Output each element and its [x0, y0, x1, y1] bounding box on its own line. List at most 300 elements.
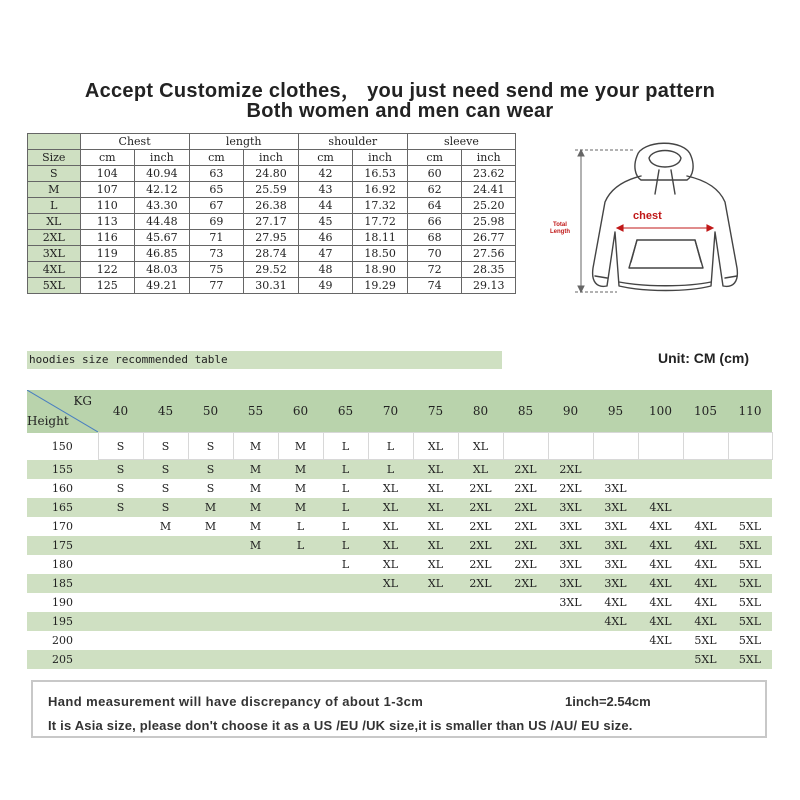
measurement-corner [28, 134, 81, 150]
size-cell: 2XL [503, 460, 548, 480]
weight-header: 60 [278, 390, 323, 433]
size-cell: 4XL [638, 517, 683, 536]
size-cell [728, 498, 772, 517]
weight-header: 70 [368, 390, 413, 433]
size-cell [98, 536, 143, 555]
size-cell [98, 593, 143, 612]
size-cell [323, 631, 368, 650]
height-label-cell: 160 [27, 479, 98, 498]
size-cell [548, 650, 593, 669]
weight-header: 75 [413, 390, 458, 433]
height-label-cell: 175 [27, 536, 98, 555]
size-cell: 2XL [548, 479, 593, 498]
size-cell [188, 612, 233, 631]
size-cell: XL [413, 460, 458, 480]
size-cell [458, 612, 503, 631]
measurement-cell: 43.30 [135, 198, 190, 214]
size-cell: S [98, 433, 143, 460]
measurement-cell: 26.38 [244, 198, 299, 214]
unit-label: Unit: CM (cm) [658, 350, 749, 366]
size-cell: M [233, 479, 278, 498]
size-cell: L [323, 433, 368, 460]
size-cell: 4XL [593, 612, 638, 631]
size-cell [548, 612, 593, 631]
size-cell: 3XL [593, 498, 638, 517]
size-cell: S [143, 479, 188, 498]
size-cell [278, 593, 323, 612]
size-cell: 2XL [458, 574, 503, 593]
size-cell: 2XL [458, 536, 503, 555]
notes-box [31, 680, 767, 738]
total-length-label: Total Length [550, 222, 570, 235]
height-row [27, 555, 772, 574]
size-cell: 4XL [683, 574, 728, 593]
size-cell: 4XL [683, 593, 728, 612]
size-cell: 2XL [503, 517, 548, 536]
unit-header: inch [462, 150, 516, 166]
height-row [27, 593, 772, 612]
size-cell [638, 460, 683, 480]
measurement-cell: 49 [298, 278, 353, 294]
size-cell: 3XL [593, 517, 638, 536]
weight-header: 50 [188, 390, 233, 433]
size-cell [143, 536, 188, 555]
size-cell: M [233, 460, 278, 480]
size-cell: 5XL [728, 650, 772, 669]
size-cell: S [188, 460, 233, 480]
measurement-cell: 45.67 [135, 230, 190, 246]
height-weight-corner [27, 390, 98, 433]
size-cell: 4XL [683, 517, 728, 536]
recommended-table-title: hoodies size recommended table [27, 351, 502, 369]
height-row [27, 612, 772, 631]
measurement-cell: 42 [298, 166, 353, 182]
measurement-unit-row [28, 150, 516, 166]
size-cell [98, 612, 143, 631]
size-cell: S [188, 479, 233, 498]
measurement-cell: 16.92 [353, 182, 408, 198]
size-cell [728, 479, 772, 498]
measurement-cell: 27.17 [244, 214, 299, 230]
size-cell [278, 555, 323, 574]
size-cell: XL [413, 555, 458, 574]
size-cell: XL [413, 498, 458, 517]
weight-header: 65 [323, 390, 368, 433]
size-cell [143, 650, 188, 669]
weight-header: 90 [548, 390, 593, 433]
size-cell [143, 612, 188, 631]
size-cell [278, 650, 323, 669]
size-cell: 2XL [503, 574, 548, 593]
measurement-cell: 19.29 [353, 278, 408, 294]
weight-header: 85 [503, 390, 548, 433]
measurement-cell: 77 [189, 278, 244, 294]
size-cell [233, 612, 278, 631]
size-cell: 3XL [548, 593, 593, 612]
group-header: shoulder [298, 134, 407, 150]
measurement-cell: 18.90 [353, 262, 408, 278]
weight-header: 105 [683, 390, 728, 433]
weight-header: 80 [458, 390, 503, 433]
size-cell [98, 574, 143, 593]
size-cell [683, 479, 728, 498]
measurement-cell: 69 [189, 214, 244, 230]
measurement-cell: 24.80 [244, 166, 299, 182]
height-row [27, 460, 772, 480]
size-cell: 4XL [593, 593, 638, 612]
size-cell: S [98, 479, 143, 498]
group-header: Chest [80, 134, 189, 150]
size-cell [368, 593, 413, 612]
size-cell [98, 555, 143, 574]
size-cell: 4XL [638, 612, 683, 631]
hoodie-diagram [545, 136, 775, 306]
size-cell: M [278, 498, 323, 517]
height-label-cell: 180 [27, 555, 98, 574]
size-cell [233, 593, 278, 612]
size-cell [188, 555, 233, 574]
size-cell: 5XL [728, 536, 772, 555]
unit-header: cm [189, 150, 244, 166]
size-row [28, 246, 516, 262]
weight-header: 110 [728, 390, 772, 433]
size-cell [98, 631, 143, 650]
size-cell [323, 574, 368, 593]
inch-conversion: 1inch=2.54cm [565, 694, 651, 709]
measurement-cell: 27.95 [244, 230, 299, 246]
size-cell [593, 460, 638, 480]
size-row [28, 230, 516, 246]
size-cell: 3XL [548, 536, 593, 555]
size-cell [368, 631, 413, 650]
size-cell [98, 650, 143, 669]
chest-label: chest [633, 210, 662, 222]
measurement-cell: 71 [189, 230, 244, 246]
size-cell: 3XL [593, 555, 638, 574]
size-cell [503, 593, 548, 612]
size-cell: M [233, 517, 278, 536]
measurement-cell: 104 [80, 166, 135, 182]
unit-header: cm [80, 150, 135, 166]
size-cell [728, 433, 772, 460]
measurement-cell: 25.20 [462, 198, 516, 214]
size-cell [683, 460, 728, 480]
size-cell: 4XL [638, 574, 683, 593]
measurement-cell: 48.03 [135, 262, 190, 278]
size-cell [593, 631, 638, 650]
height-row [27, 574, 772, 593]
headline-customize: Accept Customize clothes， you just need send me your pattern [84, 80, 716, 102]
size-cell: L [323, 555, 368, 574]
height-row [27, 498, 772, 517]
size-cell [143, 555, 188, 574]
size-cell [188, 593, 233, 612]
measurement-cell: 44.48 [135, 214, 190, 230]
size-cell: XL [368, 498, 413, 517]
height-label-cell: 150 [27, 433, 98, 460]
measurement-cell: 122 [80, 262, 135, 278]
measurement-cell: 113 [80, 214, 135, 230]
size-cell: M [188, 498, 233, 517]
unit-header: inch [135, 150, 190, 166]
size-row [28, 198, 516, 214]
size-cell: 2XL [458, 517, 503, 536]
kg-label: KG [73, 394, 92, 409]
weight-header-row [27, 390, 772, 433]
measurement-cell: 75 [189, 262, 244, 278]
size-cell: 2XL [503, 479, 548, 498]
size-cell: 4XL [638, 536, 683, 555]
size-cell: 4XL [683, 536, 728, 555]
asia-size-note: It is Asia size, please don't choose it as a US /EU /UK size,it is smaller than US /AU/ EU size. [48, 718, 633, 733]
size-cell [323, 612, 368, 631]
size-cell: 4XL [638, 593, 683, 612]
size-cell: 5XL [728, 555, 772, 574]
size-cell: S [188, 433, 233, 460]
size-cell: L [323, 498, 368, 517]
weight-header: 100 [638, 390, 683, 433]
size-cell [188, 650, 233, 669]
size-cell: 3XL [593, 479, 638, 498]
size-cell [98, 517, 143, 536]
height-label-cell: 200 [27, 631, 98, 650]
measurement-cell: 46.85 [135, 246, 190, 262]
size-cell: 4XL [638, 498, 683, 517]
size-cell [278, 574, 323, 593]
measurement-cell: 47 [298, 246, 353, 262]
size-cell [503, 612, 548, 631]
recommendation-table [27, 390, 773, 669]
size-cell: S [98, 460, 143, 480]
size-cell: 3XL [593, 536, 638, 555]
size-cell [638, 433, 683, 460]
size-cell: M [278, 460, 323, 480]
size-cell: 2XL [458, 555, 503, 574]
size-cell: 5XL [728, 631, 772, 650]
size-cell: 2XL [503, 498, 548, 517]
size-row [28, 262, 516, 278]
measurement-cell: 73 [189, 246, 244, 262]
height-label: Height [27, 414, 69, 429]
size-cell: M [143, 517, 188, 536]
height-label-cell: 190 [27, 593, 98, 612]
size-cell: M [278, 479, 323, 498]
measurement-cell: 27.56 [462, 246, 516, 262]
weight-header: 40 [98, 390, 143, 433]
measurement-group-row [28, 134, 516, 150]
height-label-cell: 185 [27, 574, 98, 593]
group-header: length [189, 134, 298, 150]
size-cell: 2XL [503, 536, 548, 555]
size-label: S [28, 166, 81, 182]
size-cell: S [143, 498, 188, 517]
size-cell [143, 574, 188, 593]
size-cell [683, 498, 728, 517]
size-cell [593, 650, 638, 669]
size-cell: XL [413, 433, 458, 460]
size-cell [593, 433, 638, 460]
unit-header: inch [244, 150, 299, 166]
size-cell: 5XL [683, 650, 728, 669]
size-cell: 5XL [728, 574, 772, 593]
size-cell: 4XL [638, 631, 683, 650]
size-row [28, 166, 516, 182]
measurement-cell: 48 [298, 262, 353, 278]
measurement-cell: 44 [298, 198, 353, 214]
measurement-cell: 72 [407, 262, 462, 278]
size-cell: 5XL [683, 631, 728, 650]
measurement-cell: 42.12 [135, 182, 190, 198]
discrepancy-note: Hand measurement will have discrepancy of about 1-3cm [48, 694, 424, 709]
weight-header: 95 [593, 390, 638, 433]
measurement-cell: 18.50 [353, 246, 408, 262]
size-cell: 4XL [638, 555, 683, 574]
size-cell: 3XL [548, 517, 593, 536]
size-cell: L [323, 460, 368, 480]
unit-header: inch [353, 150, 408, 166]
size-cell [503, 650, 548, 669]
size-cell: XL [413, 536, 458, 555]
measurement-cell: 49.21 [135, 278, 190, 294]
measurement-cell: 17.72 [353, 214, 408, 230]
height-row [27, 433, 772, 460]
size-cell: XL [368, 555, 413, 574]
height-row [27, 536, 772, 555]
size-label: 5XL [28, 278, 81, 294]
size-cell [368, 650, 413, 669]
size-cell [278, 612, 323, 631]
size-cell: XL [458, 460, 503, 480]
height-row [27, 650, 772, 669]
size-cell: L [278, 536, 323, 555]
size-cell: M [278, 433, 323, 460]
size-label: 4XL [28, 262, 81, 278]
size-cell: XL [413, 479, 458, 498]
size-cell: M [188, 517, 233, 536]
measurement-cell: 64 [407, 198, 462, 214]
size-cell [548, 631, 593, 650]
size-cell [458, 593, 503, 612]
size-label: XL [28, 214, 81, 230]
size-cell: 4XL [683, 612, 728, 631]
height-row [27, 631, 772, 650]
size-cell [323, 650, 368, 669]
size-header: Size [28, 150, 81, 166]
size-cell [278, 631, 323, 650]
height-label-cell: 165 [27, 498, 98, 517]
size-cell [233, 574, 278, 593]
size-cell: XL [413, 574, 458, 593]
height-row [27, 479, 772, 498]
size-cell [233, 555, 278, 574]
size-cell [503, 433, 548, 460]
unit-header: cm [298, 150, 353, 166]
size-cell [413, 593, 458, 612]
measurement-cell: 25.98 [462, 214, 516, 230]
height-label-cell: 205 [27, 650, 98, 669]
measurement-cell: 30.31 [244, 278, 299, 294]
size-label: M [28, 182, 81, 198]
measurement-cell: 28.74 [244, 246, 299, 262]
size-cell [458, 650, 503, 669]
size-cell: XL [413, 517, 458, 536]
size-cell [323, 593, 368, 612]
measurement-cell: 62 [407, 182, 462, 198]
measurement-cell: 16.53 [353, 166, 408, 182]
measurement-cell: 28.35 [462, 262, 516, 278]
size-label: 3XL [28, 246, 81, 262]
size-cell [503, 631, 548, 650]
size-cell [548, 433, 593, 460]
size-cell [233, 631, 278, 650]
size-cell [638, 479, 683, 498]
size-cell: M [233, 498, 278, 517]
size-cell: 3XL [593, 574, 638, 593]
size-label: L [28, 198, 81, 214]
measurement-cell: 60 [407, 166, 462, 182]
unit-header: cm [407, 150, 462, 166]
size-cell: L [368, 460, 413, 480]
measurement-cell: 70 [407, 246, 462, 262]
size-cell: 2XL [458, 498, 503, 517]
size-cell [413, 650, 458, 669]
size-cell: XL [458, 433, 503, 460]
measurement-cell: 24.41 [462, 182, 516, 198]
size-cell: XL [368, 517, 413, 536]
size-label: 2XL [28, 230, 81, 246]
measurement-cell: 40.94 [135, 166, 190, 182]
size-cell [413, 631, 458, 650]
size-cell: 5XL [728, 593, 772, 612]
size-cell [413, 612, 458, 631]
size-cell [188, 574, 233, 593]
size-cell [233, 650, 278, 669]
measurement-cell: 43 [298, 182, 353, 198]
size-cell [728, 460, 772, 480]
size-cell: 3XL [548, 555, 593, 574]
height-label-cell: 155 [27, 460, 98, 480]
size-cell: S [143, 433, 188, 460]
measurement-cell: 66 [407, 214, 462, 230]
size-cell: 3XL [548, 574, 593, 593]
size-row [28, 182, 516, 198]
measurement-cell: 65 [189, 182, 244, 198]
size-cell: M [233, 536, 278, 555]
size-cell [638, 650, 683, 669]
measurement-cell: 29.52 [244, 262, 299, 278]
size-cell: L [323, 536, 368, 555]
weight-header: 45 [143, 390, 188, 433]
measurement-cell: 18.11 [353, 230, 408, 246]
measurement-cell: 46 [298, 230, 353, 246]
measurement-cell: 119 [80, 246, 135, 262]
size-cell: 2XL [503, 555, 548, 574]
size-cell: S [98, 498, 143, 517]
measurement-cell: 116 [80, 230, 135, 246]
size-cell: L [323, 479, 368, 498]
size-cell: 5XL [728, 612, 772, 631]
size-cell [188, 631, 233, 650]
group-header: sleeve [407, 134, 515, 150]
measurement-cell: 68 [407, 230, 462, 246]
size-cell [143, 593, 188, 612]
measurement-cell: 67 [189, 198, 244, 214]
size-cell [683, 433, 728, 460]
headline-unisex: Both women and men can wear [246, 100, 554, 122]
measurement-cell: 107 [80, 182, 135, 198]
size-cell: M [233, 433, 278, 460]
measurement-cell: 17.32 [353, 198, 408, 214]
